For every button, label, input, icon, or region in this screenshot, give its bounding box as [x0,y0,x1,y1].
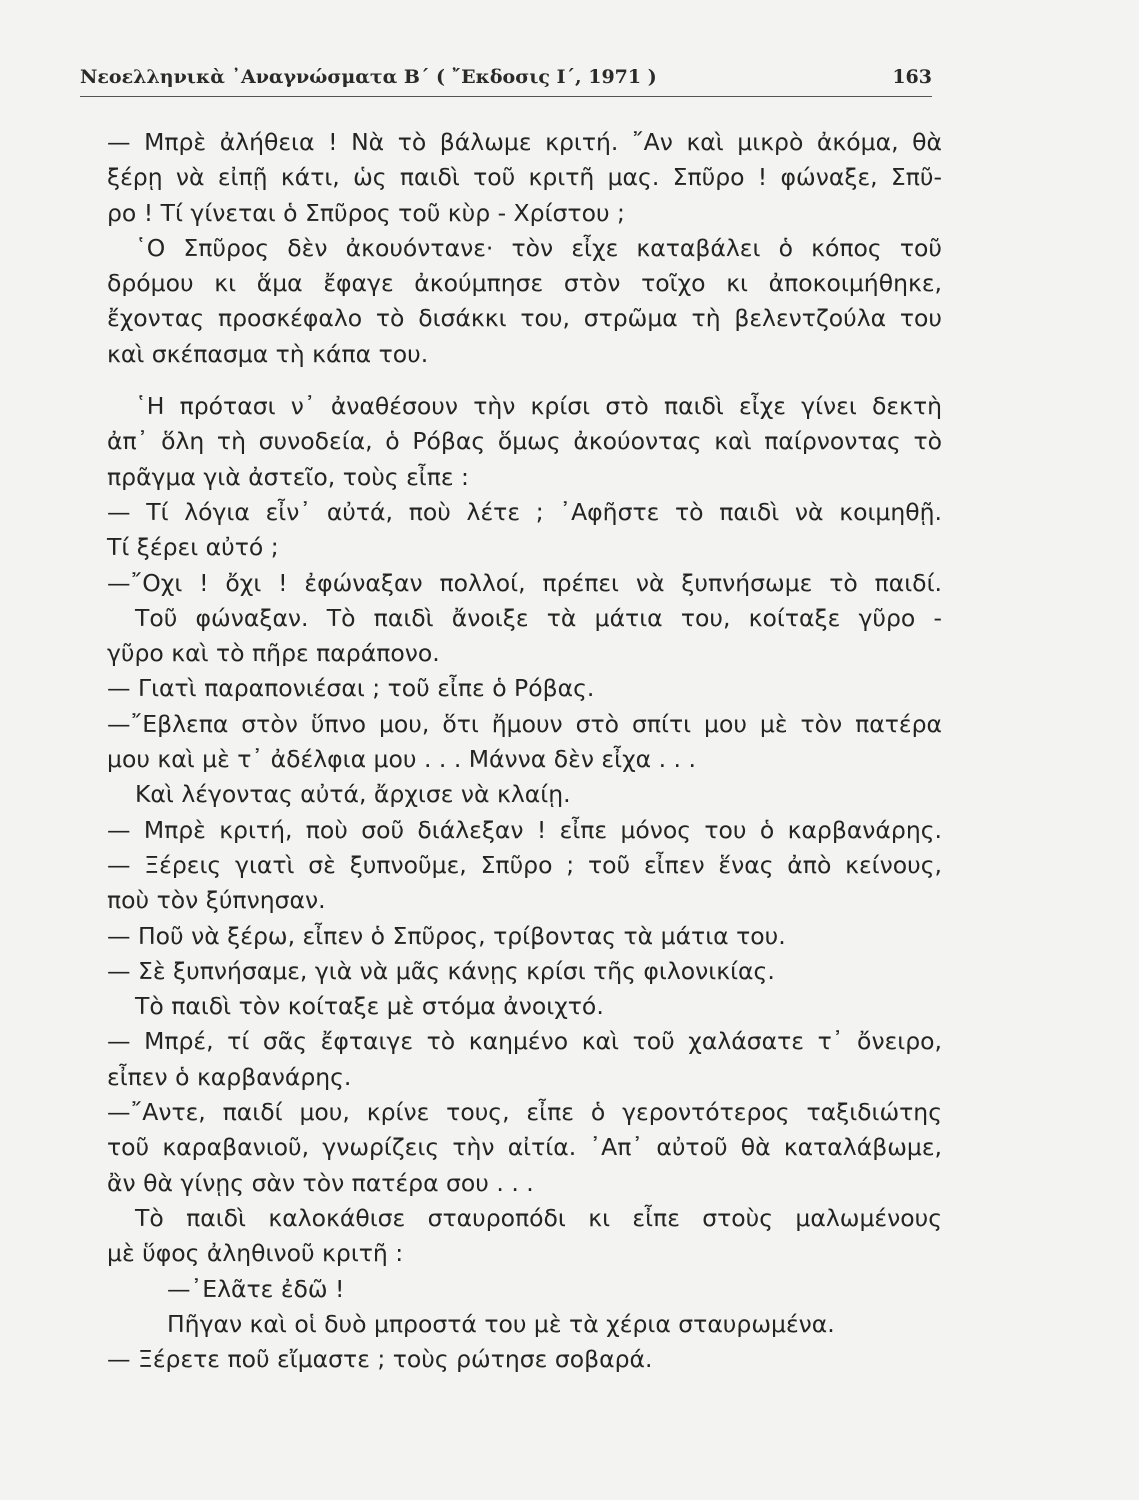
text-line: πρᾶγμα γιὰ ἀστεῖο, τοὺς εἶπε : [107,462,469,491]
text-line: — Ποῦ νὰ ξέρω, εἶπεν ὁ Σπῦρος, τρίβοντας τὰ μάτια του. [107,921,786,950]
text-line: ρο ! Τί γίνεται ὁ Σπῦρος τοῦ κὺρ - Χρίστου ; [107,198,625,227]
running-header [80,66,932,98]
text-line: — Μπρὲ ἀλήθεια ! Νὰ τὸ βάλωμε κριτή. ῎Αν καὶ μικρὸ ἀκόμα, θὰ [107,128,942,156]
text-line: Πῆγαν καὶ οἱ δυὸ μπροστά του μὲ τὰ χέρια σταυρωμένα. [167,1309,835,1338]
text-line: τοῦ καραβανιοῦ, γνωρίζεις τὴν αἰτία. ᾿Απ᾿ αὐτοῦ θὰ καταλάβωμε, [107,1133,942,1162]
text-line: ἂν θὰ γίνῃς σὰν τὸν πατέρα σου . . . [107,1168,534,1197]
text-line: ποὺ τὸν ξύπνησαν. [107,886,326,915]
text-line: Τί ξέρει αὐτό ; [107,533,279,562]
text-line: Τοῦ φώναξαν. Τὸ παιδὶ ἄνοιξε τὰ μάτια του, κοίταξε γῦρο - [135,603,942,632]
text-line: — Μπρὲ κριτή, ποὺ σοῦ διάλεξαν ! εἶπε μόνος του ὁ καρβανάρης. [107,815,942,844]
text-line: γῦρο καὶ τὸ πῆρε παράπονο. [107,639,440,668]
text-line: — Ξέρετε ποῦ εἴμαστε ; τοὺς ρώτησε σοβαρά. [107,1345,653,1374]
text-line: μὲ ὕφος ἀληθινοῦ κριτῆ : [107,1239,404,1268]
header-rule [80,96,932,97]
book-title: Νεοελληνικὰ ᾿Αναγνώσματα Β΄ ( ῎Εκδοσις Ι΄, 1971 ) [80,66,657,88]
text-line: — Σὲ ξυπνήσαμε, γιὰ νὰ μᾶς κάνῃς κρίσι τῆς φιλονικίας. [107,956,775,985]
paragraph-gap [107,372,942,389]
text-line: ῾Η πρότασι ν᾿ ἀναθέσουν τὴν κρίσι στὸ παιδὶ εἶχε γίνει δεκτὴ [135,392,942,421]
text-line: δρόμου κι ἅμα ἔφαγε ἀκούμπησε στὸν τοῖχο κι ἀποκοιμήθηκε, [107,269,942,298]
text-line: ῾Ο Σπῦρος δὲν ἀκουόντανε· τὸν εἶχε καταβάλει ὁ κόπος τοῦ [135,233,942,262]
text-line: — Μπρέ, τί σᾶς ἔφταιγε τὸ καημένο καὶ τοῦ χαλάσατε τ᾿ ὄνειρο, [107,1027,942,1056]
text-line: μου καὶ μὲ τ᾿ ἀδέλφια μου . . . Μάννα δὲν εἶχα . . . [107,745,696,774]
text-line: ἀπ᾿ ὅλη τὴ συνοδεία, ὁ Ρόβας ὅμως ἀκούοντας καὶ παίρνοντας τὸ [107,427,942,456]
text-line: —῎Οχι ! ὄχι ! ἐφώναξαν πολλοί, πρέπει νὰ ξυπνήσωμε τὸ παιδί. [107,568,942,597]
text-line: — Τί λόγια εἶν᾿ αὐτά, ποὺ λέτε ; ᾿Αφῆστε τὸ παιδὶ νὰ κοιμηθῇ. [107,497,942,526]
body-text [107,125,942,1377]
text-line: —᾿Ελᾶτε ἐδῶ ! [167,1274,345,1303]
text-line: Τὸ παιδὶ καλοκάθισε σταυροπόδι κι εἶπε στοὺς μαλωμένους [135,1203,942,1232]
text-line: ξέρῃ νὰ εἰπῇ κάτι, ὡς παιδὶ τοῦ κριτῆ μας. Σπῦρο ! φώναξε, Σπῦ- [107,163,942,192]
text-line: —῎Αντε, παιδί μου, κρίνε τους, εἶπε ὁ γεροντότερος ταξιδιώτης [107,1098,942,1127]
text-line: εἶπεν ὁ καρβανάρης. [107,1062,352,1091]
page-number: 163 [892,66,932,88]
text-line: Καὶ λέγοντας αὐτά, ἄρχισε νὰ κλαίῃ. [135,780,571,809]
text-line: ἔχοντας προσκέφαλο τὸ δισάκκι του, στρῶμα τὴ βελεντζούλα του [107,304,942,333]
text-line: — Ξέρεις γιατὶ σὲ ξυπνοῦμε, Σπῦρο ; τοῦ εἶπεν ἕνας ἀπὸ κείνους, [107,850,942,879]
text-line: Τὸ παιδὶ τὸν κοίταξε μὲ στόμα ἀνοιχτό. [135,992,604,1021]
text-line: καὶ σκέπασμα τὴ κάπα του. [107,339,429,368]
text-line: — Γιατὶ παραπονιέσαι ; τοῦ εἶπε ὁ Ρόβας. [107,674,595,703]
text-line: —῎Εβλεπα στὸν ὕπνο μου, ὅτι ἤμουν στὸ σπίτι μου μὲ τὸν πατέρα [107,709,942,738]
